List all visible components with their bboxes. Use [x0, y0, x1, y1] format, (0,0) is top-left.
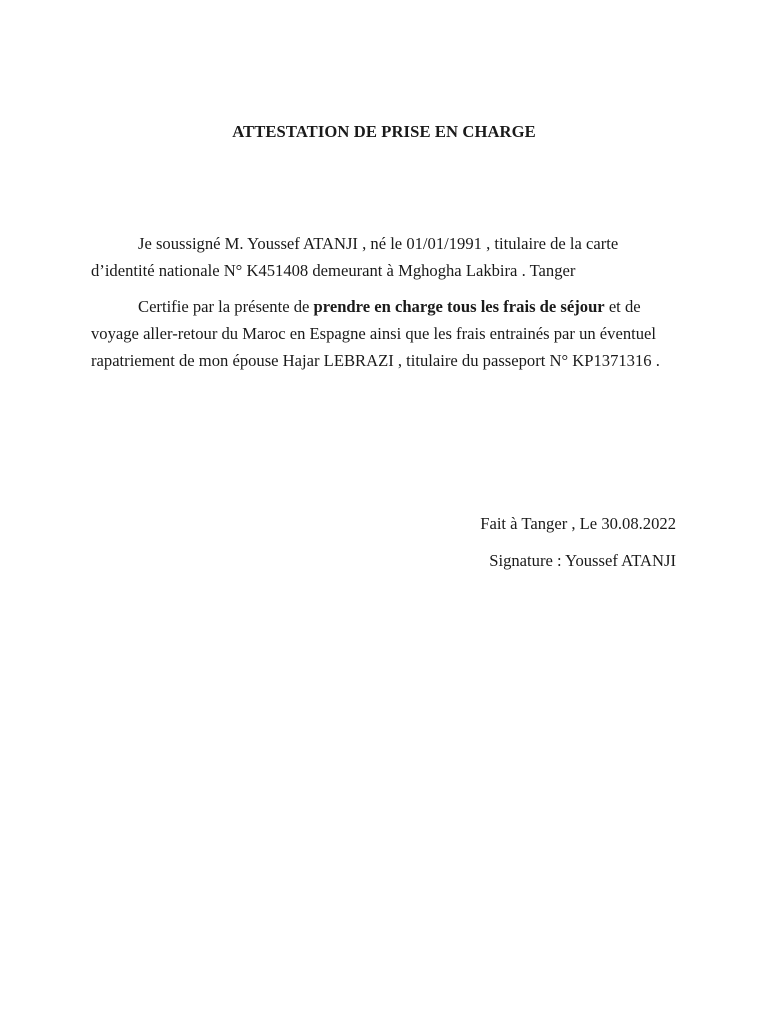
- certification-text-bold: prendre en charge tous les frais de séjour: [313, 297, 605, 316]
- certification-text-start: Certifie par la présente de: [138, 297, 314, 316]
- declaration-paragraph: Je soussigné M. Youssef ATANJI , né le 01/01/1991 , titulaire de la carte d’identité nationale N° K451408 demeurant à Mghogha Lakbira . Tanger: [91, 234, 619, 280]
- signature-line: Signature : Youssef ATANJI: [489, 551, 676, 570]
- certification-paragraph: [91, 293, 678, 374]
- document-body: [91, 230, 678, 374]
- place-and-date: Fait à Tanger , Le 30.08.2022: [480, 514, 676, 533]
- document-title: ATTESTATION DE PRISE EN CHARGE: [232, 122, 536, 141]
- certification-text-end: et de voyage aller-retour du Maroc en Espagne ainsi que les frais entrainés par un éventuel rapatriement de mon épouse Hajar LEBRAZI , titulaire du passeport N° KP1371316 .: [91, 297, 660, 370]
